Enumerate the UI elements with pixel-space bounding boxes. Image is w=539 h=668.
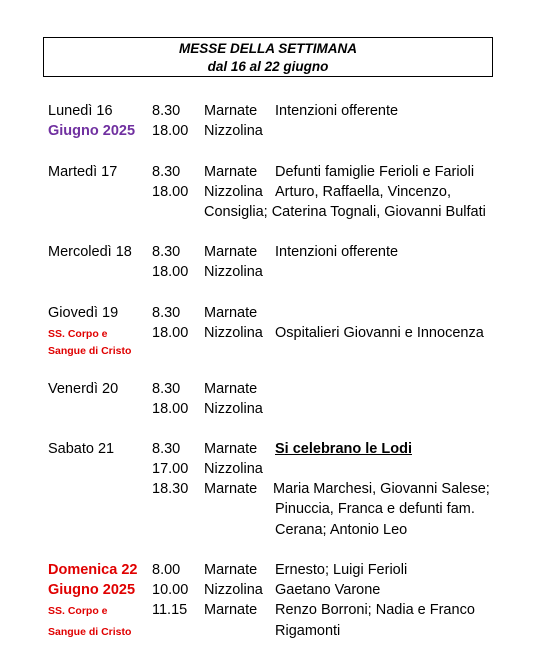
- date-label: Giugno 2025: [48, 123, 136, 139]
- mass-intention: Rigamonti: [275, 623, 341, 639]
- day-label: Mercoledì 18: [48, 244, 132, 260]
- mass-intention: Consiglia; Caterina Tognali, Giovanni Bulfati: [204, 204, 486, 220]
- day-label: Giovedì 19: [48, 305, 119, 321]
- day-label: Martedì 17: [48, 164, 118, 180]
- mass-place: Marnate: [204, 602, 258, 618]
- mass-place: Marnate: [204, 305, 258, 321]
- day-label: Domenica 22: [48, 562, 138, 578]
- mass-place: Nizzolina: [204, 461, 263, 477]
- feast-label: Sangue di Cristo: [48, 626, 132, 638]
- mass-time: 18.00: [152, 184, 189, 200]
- feast-label: Sangue di Cristo: [48, 345, 132, 357]
- date-label: Giugno 2025: [48, 582, 136, 598]
- mass-intention: Arturo, Raffaella, Vincenzo,: [275, 184, 451, 200]
- feast-label: SS. Corpo e: [48, 605, 108, 617]
- mass-intention: Gaetano Varone: [275, 582, 381, 598]
- mass-intention: Ernesto; Luigi Ferioli: [275, 562, 408, 578]
- mass-place: Marnate: [204, 164, 258, 180]
- mass-intention: Intenzioni offerente: [275, 244, 399, 260]
- day-label: Venerdì 20: [48, 381, 119, 397]
- mass-time: 8.30: [152, 441, 181, 457]
- mass-place: Marnate: [204, 441, 258, 457]
- day-label: Sabato 21: [48, 441, 115, 457]
- mass-time: 8.30: [152, 103, 181, 119]
- mass-place: Nizzolina: [204, 582, 263, 598]
- mass-place: Marnate: [204, 244, 258, 260]
- mass-time: 8.30: [152, 164, 181, 180]
- mass-time: 18.00: [152, 264, 189, 280]
- mass-time: 11.15: [152, 602, 188, 618]
- mass-time: 8.00: [152, 562, 181, 578]
- mass-time: 18.00: [152, 325, 189, 341]
- mass-time: 17.00: [152, 461, 189, 477]
- mass-time: 8.30: [152, 381, 181, 397]
- mass-intention: Ospitalieri Giovanni e Innocenza: [275, 325, 484, 341]
- mass-time: 8.30: [152, 305, 181, 321]
- lodi-note: Si celebrano le Lodi: [275, 441, 412, 457]
- feast-label: SS. Corpo e: [48, 328, 108, 340]
- mass-intention: Defunti famiglie Ferioli e Farioli: [275, 164, 475, 180]
- mass-place: Nizzolina: [204, 325, 263, 341]
- mass-place: Marnate: [204, 381, 258, 397]
- day-label: Lunedì 16: [48, 103, 113, 119]
- mass-time: 18.00: [152, 123, 189, 139]
- mass-intention: Cerana; Antonio Leo: [275, 522, 408, 538]
- mass-intention: Pinuccia, Franca e defunti fam.: [275, 501, 475, 517]
- mass-place: Marnate: [204, 562, 258, 578]
- mass-intention: Renzo Borroni; Nadia e Franco: [275, 602, 475, 618]
- mass-time: 18.00: [152, 401, 189, 417]
- page-title: MESSE DELLA SETTIMANA: [178, 41, 357, 56]
- header-box: [43, 37, 493, 77]
- mass-time: 10.00: [152, 582, 189, 598]
- mass-time: 18.30: [152, 481, 189, 497]
- mass-intention: Intenzioni offerente: [275, 103, 399, 119]
- mass-time: 8.30: [152, 244, 181, 260]
- mass-place: Nizzolina: [204, 264, 263, 280]
- mass-place: Marnate: [204, 481, 258, 497]
- mass-place: Nizzolina: [204, 401, 263, 417]
- mass-intention: Maria Marchesi, Giovanni Salese;: [273, 481, 490, 497]
- mass-place: Marnate: [204, 103, 258, 119]
- mass-place: Nizzolina: [204, 123, 263, 139]
- mass-place: Nizzolina: [204, 184, 263, 200]
- page-subtitle: dal 16 al 22 giugno: [207, 59, 329, 74]
